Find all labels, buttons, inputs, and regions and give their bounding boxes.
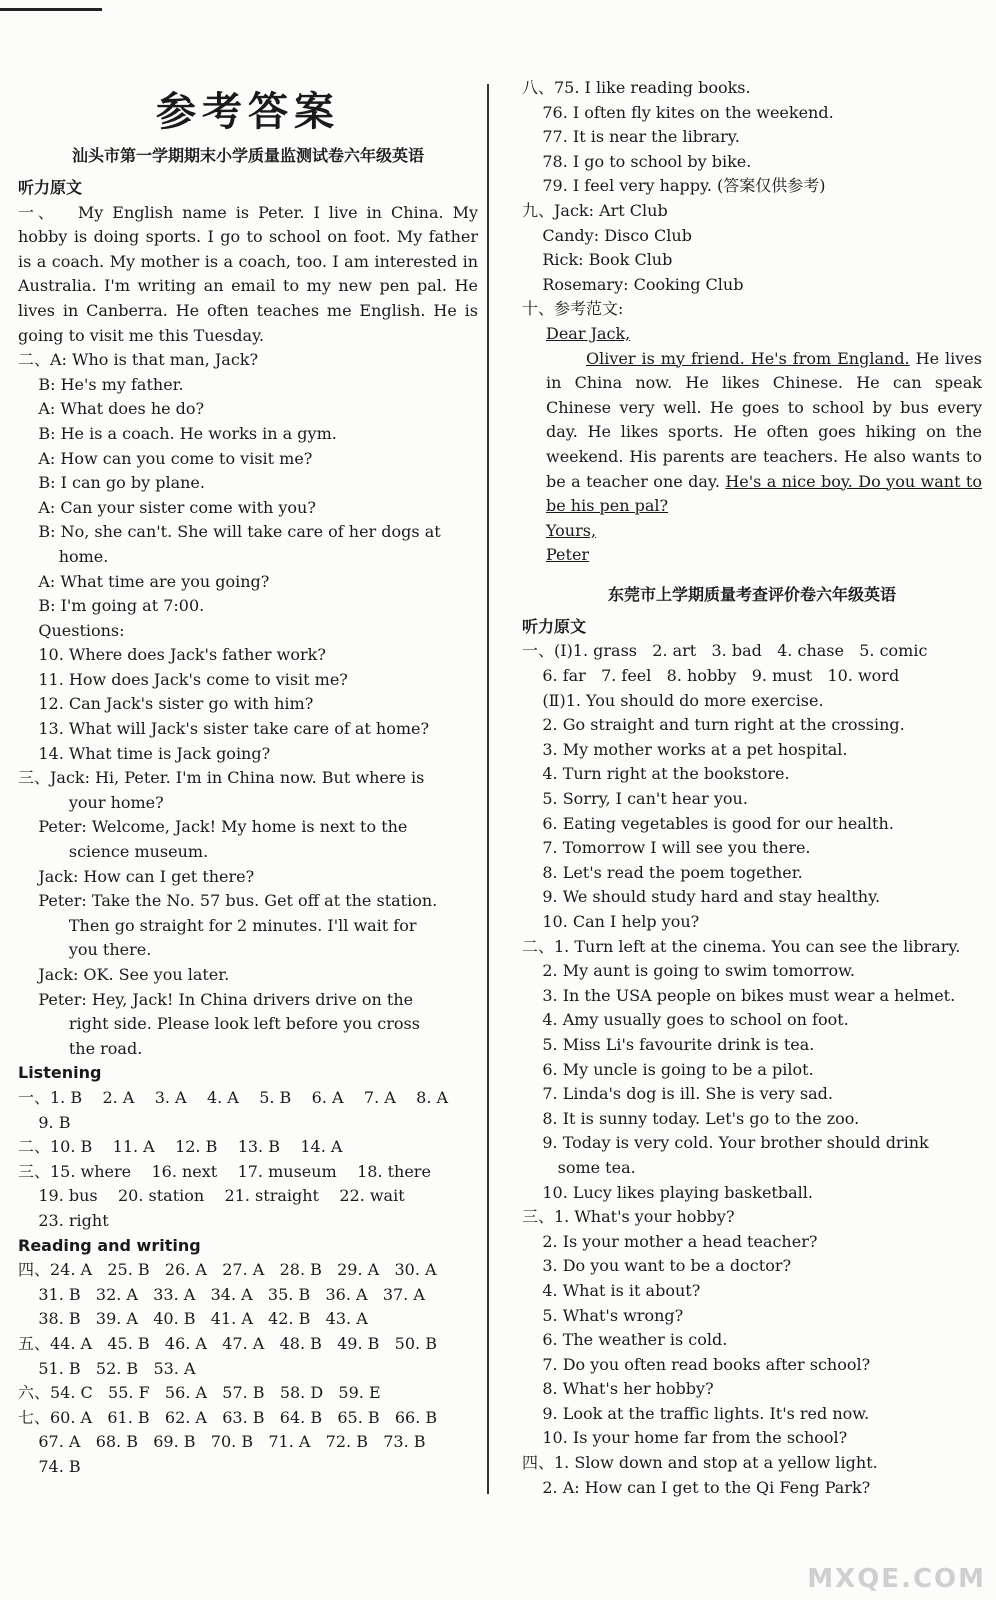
script-line: 9. Today is very cold. Your brother should drink xyxy=(522,1133,929,1153)
dialogue-line: A: What time are you going? xyxy=(18,571,270,591)
dialogue-line: 13. What will Jack's sister take care of at home? xyxy=(18,719,430,739)
part-8-answers xyxy=(522,76,982,199)
script-line: 4. Turn right at the bookstore. xyxy=(522,764,790,784)
dialogue-line: 12. Can Jack's sister go with him? xyxy=(18,694,314,714)
answer-line: 三、15. where 16. next 17. museum 18. there xyxy=(18,1161,431,1181)
model-essay-header: 十、参考范文: xyxy=(522,299,624,319)
script-line: 3. My mother works at a pet hospital. xyxy=(522,739,848,759)
dialogue-line: B: I'm going at 7:00. xyxy=(18,596,205,616)
dialogue-line: Then go straight for 2 minutes. I'll wait for xyxy=(18,915,417,935)
section-2-lines xyxy=(522,639,982,1500)
dialogue-line: Jack: OK. See you later. xyxy=(18,965,230,984)
right-column xyxy=(522,76,982,1500)
script-line: (Ⅱ)1. You should do more exercise. xyxy=(522,690,824,710)
listen-script-header-2: 听力原文 xyxy=(522,616,587,636)
script-line: 6. Eating vegetables is good for our health. xyxy=(522,813,894,833)
script-line: 2. Is your mother a head teacher? xyxy=(522,1231,818,1251)
script-line: 3. In the USA people on bikes must wear a helmet. xyxy=(522,985,956,1005)
page-title: 参考答案 xyxy=(156,89,340,135)
listen-script-header: 听力原文 xyxy=(18,178,83,197)
essay-body: He lives in China now. He likes Chinese. He can speak Chinese very well. He goes to school by bus every day. He likes sports. He often goes hiking on the weekend. His parents are teachers. He also wants to be a teacher one day. xyxy=(546,348,982,491)
answer-line: 74. B xyxy=(18,1456,81,1476)
dialogue-line: Questions: xyxy=(18,620,125,640)
answer-line: 23. right xyxy=(18,1210,109,1230)
dialogue-line: 14. What time is Jack going? xyxy=(18,743,271,763)
answer-line: Rosemary: Cooking Club xyxy=(522,274,744,294)
answer-line: Rick: Book Club xyxy=(522,250,673,270)
dialogue-line: science museum. xyxy=(18,842,209,862)
dialogue-line: 二、A: Who is that man, Jack? xyxy=(18,350,259,370)
dialogue-line: Peter: Welcome, Jack! My home is next to the xyxy=(18,817,408,837)
answer-line: Candy: Disco Club xyxy=(522,225,692,245)
script-line: 2. A: How can I get to the Qi Feng Park? xyxy=(522,1477,871,1497)
closing-text: Yours, xyxy=(546,520,597,540)
essay-last-sentence: He's a nice boy. Do you want to be his pen pal? xyxy=(546,471,982,516)
signature-text: Peter xyxy=(546,545,590,565)
top-rule xyxy=(0,8,102,11)
answer-line: 九、Jack: Art Club xyxy=(522,200,668,220)
essay-first-sentence: Oliver is my friend. He's from England. xyxy=(586,348,910,368)
dialogue-line: 11. How does Jack's come to visit me? xyxy=(18,669,348,689)
script-line: 4. Amy usually goes to school on foot. xyxy=(522,1010,849,1030)
dialogue-part-2 xyxy=(18,348,478,766)
script-line: 二、1. Turn left at the cinema. You can see the library. xyxy=(522,936,961,956)
listening-answers-header: Listening xyxy=(18,1063,102,1083)
script-line: 7. Do you often read books after school? xyxy=(522,1354,871,1374)
script-line: 7. Linda's dog is ill. She is very sad. xyxy=(522,1084,833,1104)
dialogue-line: A: How can you come to visit me? xyxy=(18,448,313,468)
model-essay xyxy=(522,347,982,519)
reading-writing-answers xyxy=(18,1258,478,1479)
dialogue-line: B: He's my father. xyxy=(18,374,184,394)
script-line: 2. Go straight and turn right at the crossing. xyxy=(522,715,905,735)
answer-line: 9. B xyxy=(18,1112,71,1132)
answer-line: 二、10. B 11. A 12. B 13. B 14. A xyxy=(18,1137,343,1157)
essay-closing xyxy=(522,519,982,544)
answer-line: 77. It is near the library. xyxy=(522,127,740,147)
script-line: 4. What is it about? xyxy=(522,1280,701,1300)
script-line: 三、1. What's your hobby? xyxy=(522,1207,735,1227)
script-line: some tea. xyxy=(522,1157,636,1177)
dialogue-line: home. xyxy=(18,546,109,566)
watermark: MXQE.COM xyxy=(807,1564,986,1594)
essay-greeting xyxy=(522,322,982,347)
dialogue-line: B: No, she can't. She will take care of her dogs at xyxy=(18,522,441,542)
dialogue-line: B: I can go by plane. xyxy=(18,473,205,493)
answer-line: 31. B 32. A 33. A 34. A 35. B 36. A 37. A xyxy=(18,1284,425,1304)
script-line: 6. My uncle is going to be a pilot. xyxy=(522,1059,814,1079)
script-line: 6. far 7. feel 8. hobby 9. must 10. word xyxy=(522,666,900,686)
dialogue-line: A: Can your sister come with you? xyxy=(18,497,316,517)
script-line: 9. We should study hard and stay healthy. xyxy=(522,887,881,907)
left-column xyxy=(18,76,478,1479)
script-line: 10. Is your home far from the school? xyxy=(522,1428,848,1448)
answer-line: 六、54. C 55. F 56. A 57. B 58. D 59. E xyxy=(18,1383,381,1403)
answer-line: 五、44. A 45. B 46. A 47. A 48. B 49. B 50. B xyxy=(18,1333,437,1353)
answer-line: 51. B 52. B 53. A xyxy=(18,1358,196,1378)
dialogue-line: Peter: Hey, Jack! In China drivers drive on the xyxy=(18,989,414,1009)
script-line: 10. Can I help you? xyxy=(522,912,700,931)
listening-answers xyxy=(18,1086,478,1234)
script-line: 5. Sorry, I can't hear you. xyxy=(522,789,748,809)
script-line: 2. My aunt is going to swim tomorrow. xyxy=(522,961,856,981)
dialogue-line: right side. Please look left before you cross xyxy=(18,1014,420,1034)
greeting-text: Dear Jack, xyxy=(546,323,631,343)
answer-line: 19. bus 20. station 21. straight 22. wait xyxy=(18,1186,405,1206)
script-line: 9. Look at the traffic lights. It's red now. xyxy=(522,1403,870,1423)
script-line: 7. Tomorrow I will see you there. xyxy=(522,838,811,858)
answer-line: 八、75. I like reading books. xyxy=(522,78,751,97)
section-title-dongguan: 东莞市上学期质量考查评价卷六年级英语 xyxy=(607,584,896,604)
dialogue-line: 10. Where does Jack's father work? xyxy=(18,645,326,665)
dialogue-line: A: What does he do? xyxy=(18,399,205,419)
dialogue-part-3 xyxy=(18,766,478,1061)
script-line: 5. What's wrong? xyxy=(522,1305,684,1325)
answer-line: 38. B 39. A 40. B 41. A 42. B 43. A xyxy=(18,1309,368,1329)
answer-line: 67. A 68. B 69. B 70. B 71. A 72. B 73. B xyxy=(18,1432,426,1452)
script-line: 一、(Ⅰ)1. grass 2. art 3. bad 4. chase 5. comic xyxy=(522,641,928,661)
script-line: 8. It is sunny today. Let's go to the zoo. xyxy=(522,1108,860,1128)
dialogue-line: Peter: Take the No. 57 bus. Get off at the station. xyxy=(18,891,438,911)
dialogue-line: B: He is a coach. He works in a gym. xyxy=(18,423,337,443)
script-line: 3. Do you want to be a doctor? xyxy=(522,1256,792,1276)
answer-line: 七、60. A 61. B 62. A 63. B 64. B 65. B 66. B xyxy=(18,1407,438,1427)
listening-passage-1 xyxy=(18,201,478,349)
column-divider xyxy=(487,84,489,1494)
dialogue-line: the road. xyxy=(18,1038,143,1058)
dialogue-line: your home? xyxy=(18,792,164,812)
script-line: 6. The weather is cold. xyxy=(522,1330,728,1350)
script-line: 8. What's her hobby? xyxy=(522,1379,714,1399)
script-line: 10. Lucy likes playing basketball. xyxy=(522,1182,813,1202)
section-title-shantou: 汕头市第一学期期末小学质量监测试卷六年级英语 xyxy=(71,146,424,165)
passage-text: My English name is Peter. I live in China. My hobby is doing sports. I go to school on foot. My father is a coach. My mother is a coach, too. I am interested in Australia. I'm writing an email to my new pen pal. He lives in Canberra. He often teaches me English. He is going to visit me this Tuesday. xyxy=(18,202,478,345)
script-line: 四、1. Slow down and stop at a yellow light. xyxy=(522,1453,878,1473)
part-number: 一、 xyxy=(18,202,58,222)
answer-line: 一、1. B 2. A 3. A 4. A 5. B 6. A 7. A 8. A xyxy=(18,1087,449,1107)
reading-writing-header: Reading and writing xyxy=(18,1235,201,1255)
answer-line: 四、24. A 25. B 26. A 27. A 28. B 29. A 30. A xyxy=(18,1260,437,1280)
dialogue-line: Jack: How can I get there? xyxy=(18,866,255,886)
script-line: 8. Let's read the poem together. xyxy=(522,862,803,882)
answer-line: 79. I feel very happy. (答案仅供参考) xyxy=(522,176,826,196)
answer-line: 78. I go to school by bike. xyxy=(522,151,752,171)
answer-line: 76. I often fly kites on the weekend. xyxy=(522,102,834,122)
part-9-answers xyxy=(522,199,982,297)
script-line: 5. Miss Li's favourite drink is tea. xyxy=(522,1034,815,1054)
essay-signature xyxy=(522,543,982,568)
dialogue-line: you there. xyxy=(18,940,152,960)
dialogue-line: 三、Jack: Hi, Peter. I'm in China now. But where is xyxy=(18,768,425,788)
